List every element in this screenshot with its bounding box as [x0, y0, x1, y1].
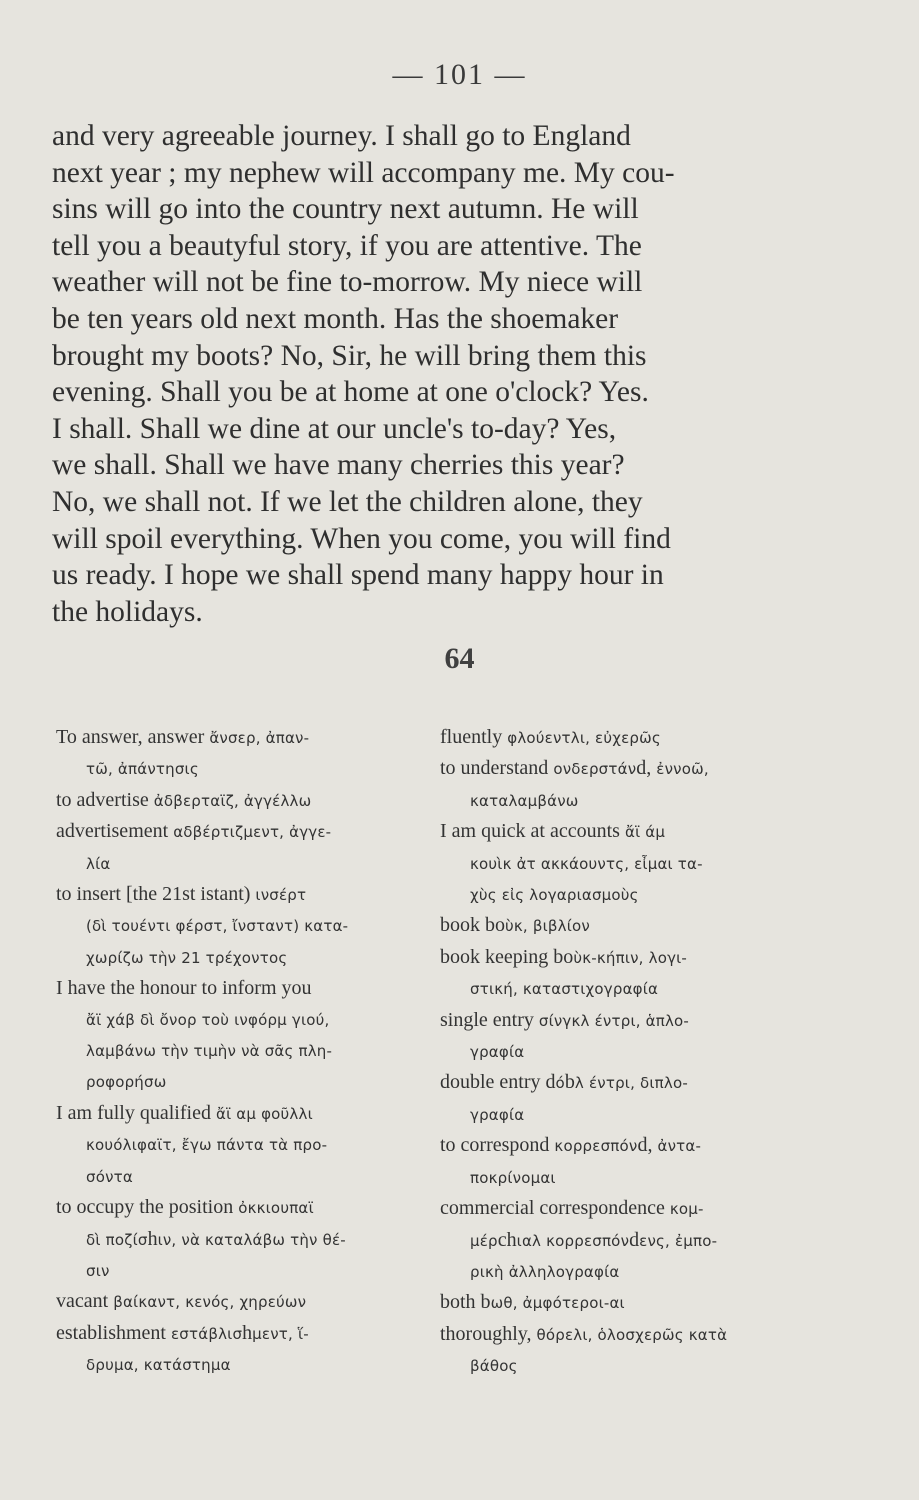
entry-line: advertisement αδβέρτιζμεντ, ἀγγε-	[56, 820, 332, 843]
entry-continuation-line: σόντα	[86, 1167, 133, 1186]
entry-line: book keeping boὺκ-κήπιν, λογι-	[440, 945, 688, 968]
entry-continuation-line: ροφορήσω	[86, 1073, 167, 1092]
entry-line: to insert [the 21st istant) ινσέρτ	[56, 883, 307, 906]
entry-continuation-line: δὶ ποζίσhιν, νὰ καταλάβω τὴν θέ-	[86, 1227, 346, 1250]
paragraph-line: tell you a beautyful story, if you are attentive. The	[52, 229, 642, 262]
paragraph-line: we shall. Shall we have many cherries this year?	[52, 449, 625, 482]
entry-continuation-line: βάθος	[470, 1357, 518, 1376]
entry-continuation-line: λία	[86, 854, 111, 873]
entry-line: fluently φλούεντλι, εὐχερῶς	[440, 726, 661, 748]
entry-line: to correspond κορρεσπόνd, ἀντα-	[440, 1134, 702, 1157]
paragraph-line: the holidays.	[52, 595, 203, 628]
vocabulary-entry	[56, 785, 426, 816]
paragraph-line: evening. Shall you be at home at one o'clock? Yes.	[52, 376, 649, 409]
vocabulary-entry	[56, 973, 426, 1098]
vocabulary-entry	[440, 753, 860, 816]
body-paragraph	[52, 118, 812, 630]
entry-line: I am fully qualified ἄϊ αμ φοῦλλι	[56, 1101, 313, 1124]
paragraph-line: weather will not be fine to-morrow. My niece will	[52, 266, 643, 299]
vocabulary-entry	[56, 1098, 426, 1192]
entry-line: establishment εστάβλισhμεντ, ἵ-	[56, 1321, 309, 1344]
paragraph-line: us ready. I hope we shall spend many happy hour in	[52, 559, 664, 592]
entry-continuation-line: δρυμα, κατάστημα	[86, 1356, 231, 1375]
entry-line: to understand ονδερστάνd, ἐννοῶ,	[440, 757, 709, 780]
vocabulary-entry	[440, 1005, 860, 1068]
entry-continuation-line: λαμβάνω τὴν τιμὴν νὰ σᾶς πλη-	[86, 1042, 333, 1061]
paragraph-line: be ten years old next month. Has the shoemaker	[52, 302, 619, 335]
paragraph-line: No, we shall not. If we let the children alone, they	[52, 485, 643, 518]
entry-continuation-line: ἄϊ χάβ δὶ ὄνορ τοὺ ινφόρμ γιού,	[86, 1010, 330, 1029]
page-number: — 101 —	[392, 58, 527, 91]
entry-line: single entry σίνγκλ έντρι, ἁπλο-	[440, 1008, 690, 1031]
vocabulary-entry	[56, 1318, 426, 1381]
vocabulary-entry	[440, 816, 860, 910]
entry-line: both bωθ, ἀμφότεροι-αι	[440, 1291, 625, 1314]
entry-line: to advertise ἀδβερταϊζ, ἀγγέλλω	[56, 788, 312, 811]
vocabulary-entry	[56, 1192, 426, 1286]
entry-line: I have the honour to inform you	[56, 977, 312, 1000]
vocabulary-entry	[56, 879, 426, 973]
entry-continuation-line: ποκρίνομαι	[470, 1168, 556, 1187]
vocabulary-entry	[440, 1319, 860, 1382]
paragraph-line: and very agreeable journey. I shall go to England	[52, 120, 631, 152]
entry-line: vacant βαίκαντ, κενός, χηρεύων	[56, 1290, 307, 1313]
entry-continuation-line: μέρchιαλ κορρεσπόνdενς, ἐμπο-	[470, 1228, 718, 1251]
entry-line: commercial correspondence κομ-	[440, 1197, 704, 1220]
vocabulary-entry	[56, 816, 426, 879]
entry-line: thoroughly, θόρελι, ὁλοσχερῶς κατὰ	[440, 1322, 728, 1345]
entry-line: to occupy the position ὀκκιουπαϊ	[56, 1196, 314, 1219]
paragraph-line: brought my boots? No, Sir, he will bring them this	[52, 339, 647, 372]
vocabulary-entry	[440, 1067, 860, 1130]
entry-continuation-line: σιν	[86, 1261, 110, 1280]
vocabulary-right-column	[440, 722, 860, 1382]
paragraph-line: sins will go into the country next autumn. He will	[52, 193, 639, 226]
entry-line: I am quick at accounts ἄϊ άμ	[440, 820, 666, 843]
entry-continuation-line: στική, καταστιχογραφία	[470, 980, 659, 999]
entry-continuation-line: καταλαμβάνω	[470, 791, 579, 810]
paragraph-line: will spoil everything. When you come, you will find	[52, 522, 671, 555]
entry-continuation-line: (δὶ τουέντι φέρστ, ἴνσταντ) κατα-	[86, 917, 349, 936]
paragraph-line: I shall. Shall we dine at our uncle's to-day? Yes,	[52, 412, 617, 445]
vocabulary-entry	[56, 1286, 426, 1317]
vocabulary-left-column	[56, 722, 426, 1381]
entry-line: book boὺκ, βιβλίον	[440, 914, 590, 937]
vocabulary-entry	[440, 1287, 860, 1318]
entry-line: double entry dόbλ έντρι, διπλο-	[440, 1071, 688, 1094]
entry-continuation-line: ρικὴ ἀλληλογραφία	[470, 1262, 620, 1281]
entry-continuation-line: γραφία	[470, 1105, 525, 1124]
vocabulary-entry	[440, 942, 860, 1005]
vocabulary-entry	[440, 1193, 860, 1287]
paragraph-line: next year ; my nephew will accompany me. My cou-	[52, 156, 675, 189]
vocabulary-entry	[440, 722, 860, 753]
section-number: 64	[444, 642, 475, 675]
entry-continuation-line: γραφία	[470, 1043, 525, 1062]
vocabulary-entry	[56, 722, 426, 785]
vocabulary-entry	[440, 1130, 860, 1193]
entry-continuation-line: τῶ, ἀπάντησις	[86, 760, 199, 779]
entry-continuation-line: χωρίζω τὴν 21 τρέχοντος	[86, 948, 288, 967]
entry-continuation-line: κουὶκ ἀτ ακκάουντς, εἶμαι τα-	[470, 854, 703, 873]
entry-continuation-line: κουόλιφαϊτ, ἔγω πάντα τὰ προ-	[86, 1136, 328, 1155]
entry-continuation-line: χὺς εἰς λογαριασμοὺς	[470, 886, 639, 905]
vocabulary-entry	[440, 910, 860, 941]
entry-line: To answer, answer ἄνσερ, ἀπαν-	[56, 726, 310, 748]
